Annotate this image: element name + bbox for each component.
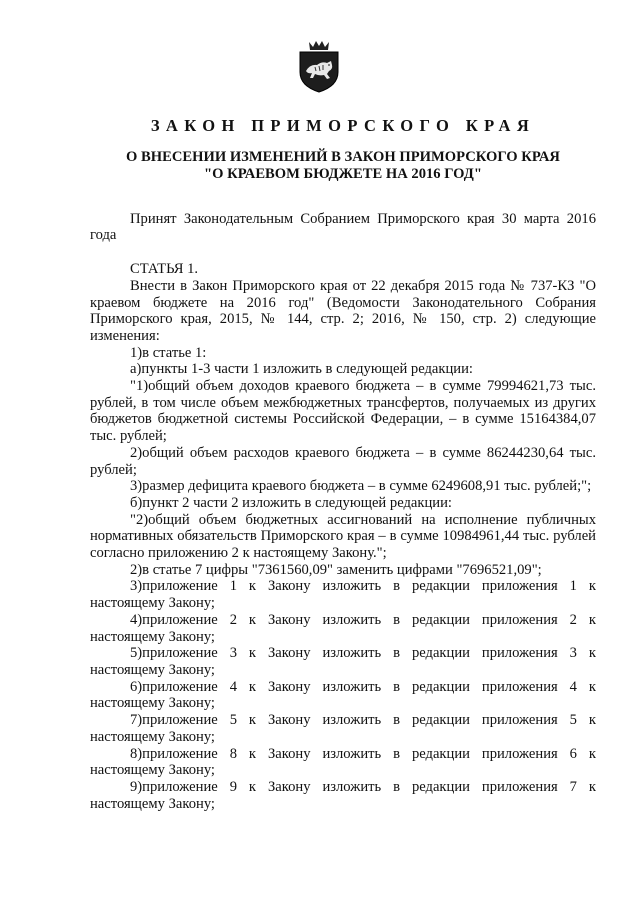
- item-2: 2)в статье 7 цифры "7361560,09" заменить цифрами "7696521,09";: [130, 561, 542, 578]
- item-3: 3)приложение 1 к Закону изложить в редакции приложения 1 к настоящему Закону;: [90, 578, 596, 612]
- title-line-2: "О КРАЕВОМ БЮДЖЕТЕ НА 2016 ГОД": [204, 165, 482, 182]
- item-9: 9)приложение 9 к Закону изложить в редакции приложения 7 к настоящему Закону;: [90, 778, 596, 812]
- article-heading: СТАТЬЯ 1.: [130, 261, 199, 278]
- emblem: [42, 38, 596, 98]
- item-7: 7)приложение 5 к Закону изложить в редакции приложения 5 к настоящему Закону;: [90, 712, 596, 745]
- item-5: 5)приложение 3 к Закону изложить в редакции приложения 3 к настоящему Закону;: [90, 645, 596, 678]
- law-heading: ЗАКОН ПРИМОРСКОГО КРАЯ: [150, 116, 536, 135]
- item-1b: б)пункт 2 части 2 изложить в следующей редакции:: [130, 494, 452, 511]
- item-1a: а)пункты 1-3 части 1 изложить в следующей редакции:: [130, 361, 473, 378]
- item-1: 1)в статье 1:: [130, 344, 207, 361]
- article-intro: Внести в Закон Приморского края от 22 декабря 2015 года № 737-КЗ "О краевом бюджете на 2016 год" (Ведомости Законодательного Собрания Приморского края, 2015, № 144, стр. 2; 2016, № 150, стр. 2) следующие изменения:: [90, 277, 596, 344]
- coat-of-arms-icon: [295, 38, 343, 94]
- item-4: 4)приложение 2 к Закону изложить в редакции приложения 2 к настоящему Закону;: [90, 611, 596, 645]
- title-line-1: О ВНЕСЕНИИ ИЗМЕНЕНИЙ В ЗАКОН ПРИМОРСКОГО КРАЯ: [126, 148, 560, 165]
- item-8: 8)приложение 8 к Закону изложить в редакции приложения 6 к настоящему Закону;: [90, 745, 596, 779]
- item-1b-2: "2)общий объем бюджетных ассигнований на исполнение публичных нормативных обязательств Приморского края – в сумме 10984961,44 тыс. рублей согласно приложению 2 к настоящему Закону.";: [90, 511, 596, 562]
- item-1a-1: "1)общий объем доходов краевого бюджета – в сумме 79994621,73 тыс. рублей, в том числе объем межбюджетных трансфертов, получаемых из других бюджетов бюджетной системы Российской Федерации, – в сумме 15164384,07 тыс. рублей;: [90, 378, 596, 445]
- item-1a-3: 3)размер дефицита краевого бюджета – в сумме 6249608,91 тыс. рублей;";: [130, 478, 592, 495]
- item-6: 6)приложение 4 к Закону изложить в редакции приложения 4 к настоящему Закону;: [90, 678, 596, 712]
- item-1a-2: 2)общий объем расходов краевого бюджета – в сумме 86244230,64 тыс. рублей;: [90, 444, 596, 478]
- adoption-note: Принят Законодательным Собранием Приморского края 30 марта 2016 года: [90, 210, 596, 244]
- law-title: [90, 149, 596, 183]
